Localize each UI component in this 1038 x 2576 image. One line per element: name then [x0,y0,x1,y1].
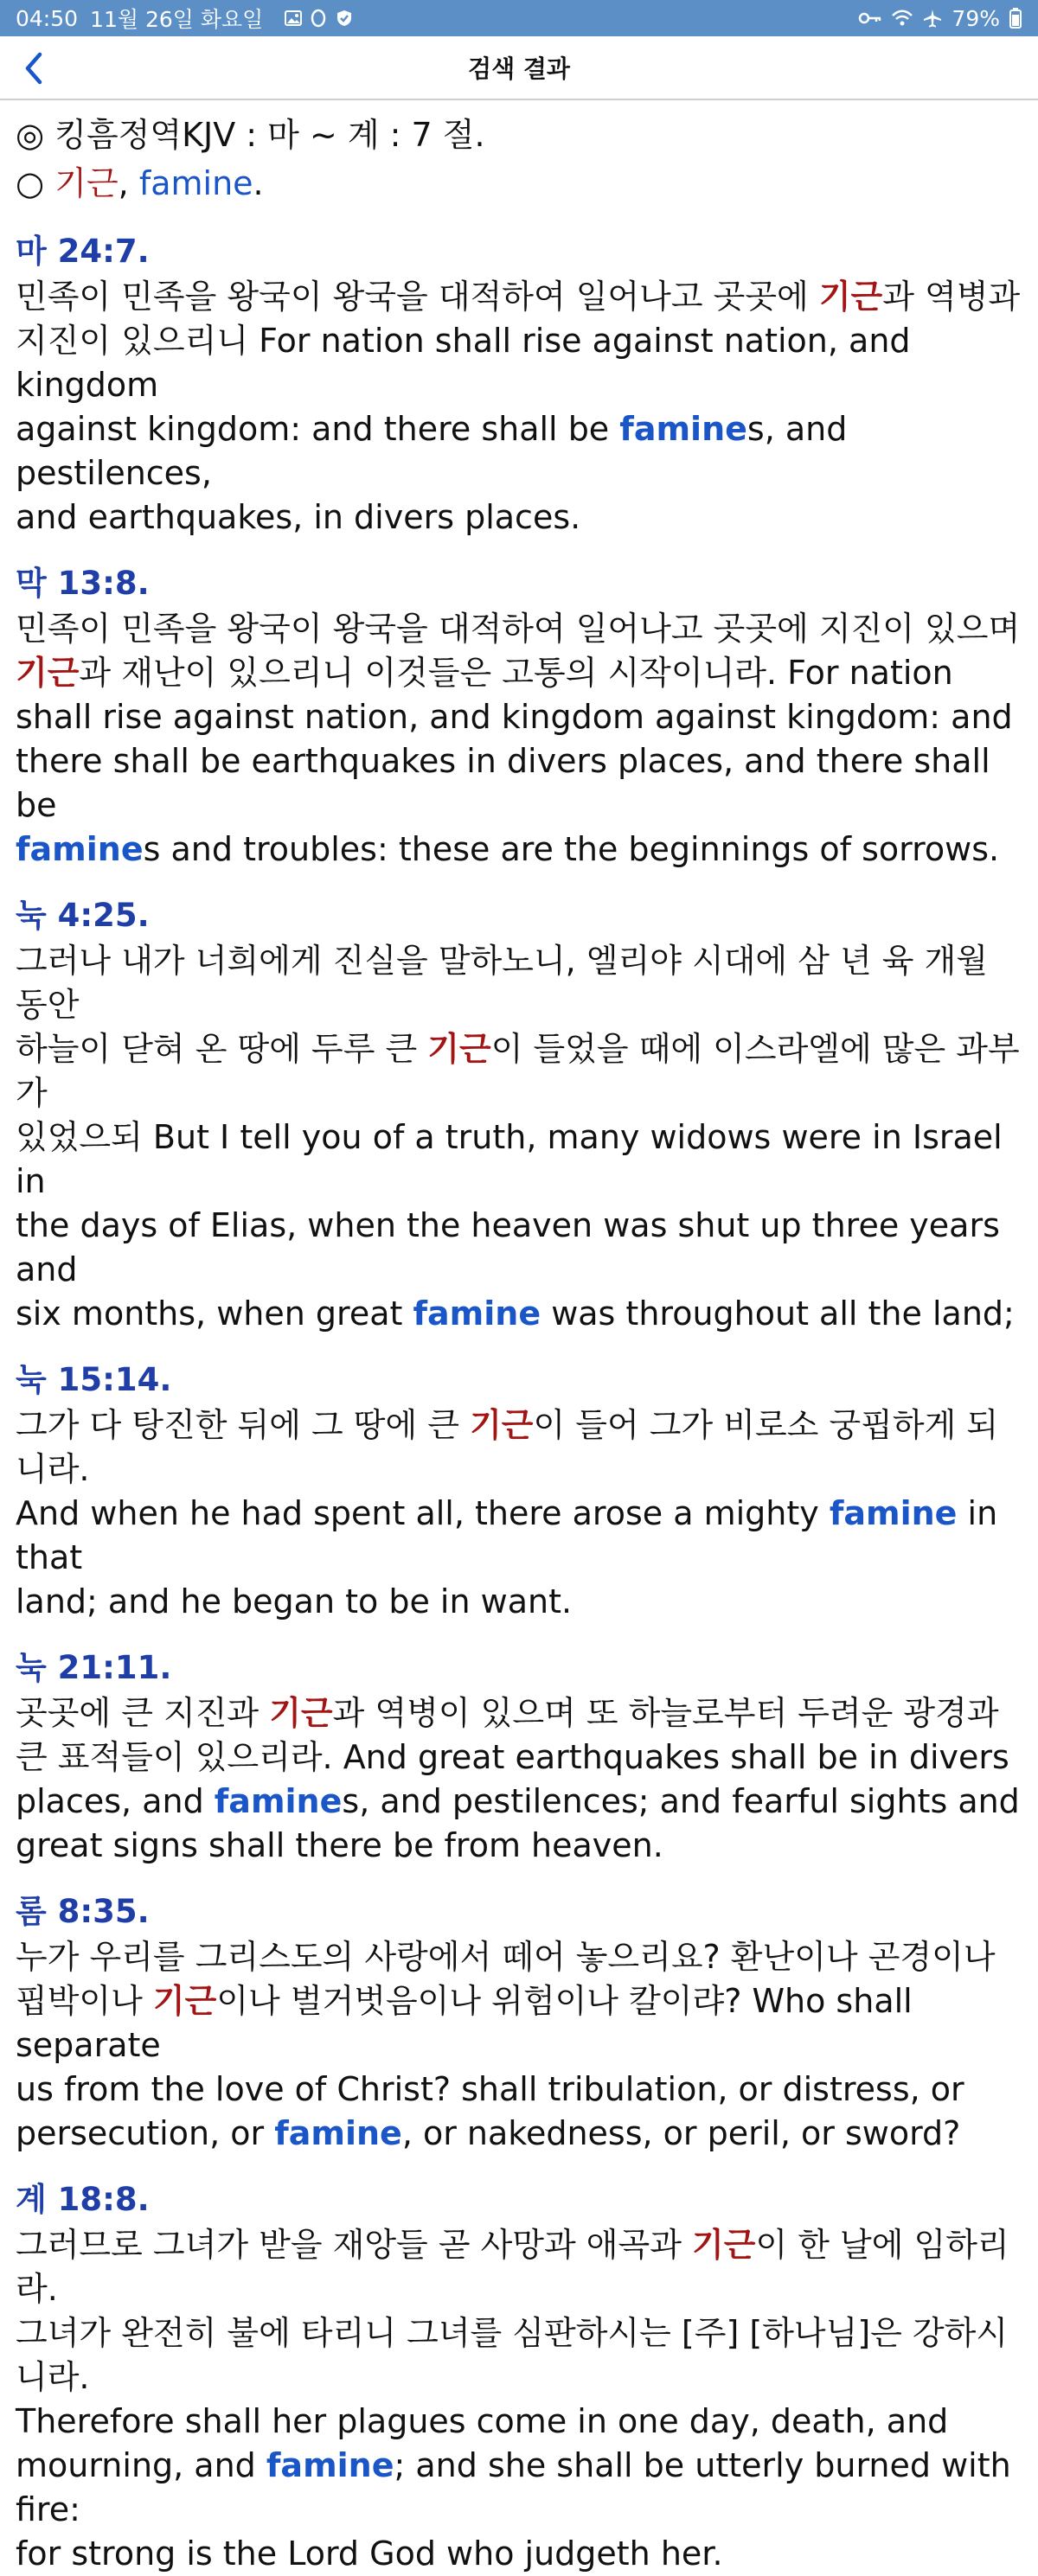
verse-text [16,1403,1022,1624]
verse-text-segment: 하늘이 닫혀 온 땅에 두루 큰 [16,1030,428,1068]
verse-text-segment: great signs shall there be from heaven. [16,1826,663,1864]
search-keywords-summary [16,159,1022,208]
verse-line [16,1935,1022,1979]
status-notification-icons [284,9,355,28]
shield-check-icon [334,9,355,28]
verse-reference[interactable]: 눅 15:14. [16,1361,172,1398]
verse-text-segment: places, and [16,1782,215,1820]
verse-line [16,1292,1022,1336]
keyword-english: famine [138,164,253,202]
verse-line [16,1027,1022,1115]
verse-reference[interactable]: 막 13:8. [16,565,150,602]
highlight-english: famine [274,2114,402,2152]
back-button[interactable] [12,47,55,90]
verse-text-segment: 그러나 내가 너희에게 진실을 말하노니, 엘리야 시대에 삼 년 육 개월 동안 [16,942,988,1024]
verse-line [16,2311,1022,2400]
verse-reference[interactable]: 눅 21:11. [16,1649,172,1686]
verse-text [16,2223,1022,2576]
airplane-icon [922,8,943,29]
verse-item[interactable] [16,560,1022,872]
verse-line [16,1824,1022,1868]
verse-line [16,495,1022,540]
verse-list [16,228,1022,2576]
highlight-korean: 기근 [16,654,80,692]
verse-text-segment: ; and she shall be utterly burned with fire: [16,2446,1011,2528]
verse-text-segment: 큰 표적들이 있으리라. And great earthquakes shall be in divers [16,1738,1009,1776]
verse-text-segment: land; and he began to be in want. [16,1582,573,1620]
chevron-left-icon [21,51,47,86]
verse-line [16,695,1022,739]
verse-text-segment: 이 들었을 때에 이스라엘에 많은 과부가 [16,1030,1020,1112]
verse-text-segment: shall rise against nation, and kingdom against kingdom: and [16,698,1013,736]
verse-item[interactable] [16,228,1022,540]
keyword-prefix: ○ [16,164,55,202]
o-circle-icon [310,9,327,28]
verse-text-segment: was throughout all the land; [541,1294,1015,1333]
verse-line [16,1580,1022,1624]
verse-text-segment: 누가 우리를 그리스도의 사랑에서 떼어 놓으리요? 환난이나 곤경이나 [16,1938,996,1976]
verse-line [16,1204,1022,1292]
verse-reference[interactable]: 마 24:7. [16,233,150,270]
verse-item[interactable] [16,2176,1022,2576]
highlight-korean: 기근 [427,1030,491,1068]
highlight-korean: 기근 [818,278,883,316]
page-title: 검색 결과 [468,54,570,83]
wifi-icon [891,9,913,28]
highlight-korean: 기근 [692,2226,756,2264]
verse-line [16,1735,1022,1780]
search-scope-summary: ◎ 킹흠정역KJV : 마 ~ 계 : 7 절. [16,116,485,154]
verse-text-segment: against kingdom: and there shall be [16,410,620,448]
verse-text-segment: 곳곳에 큰 지진과 [16,1694,270,1732]
verse-text-segment: , or nakedness, or peril, or sword? [401,2114,961,2152]
verse-item[interactable] [16,892,1022,1336]
status-left [16,3,355,34]
verse-text-segment: 있었으되 But I tell you of a truth, many widows were in Israel in [16,1118,1003,1200]
highlight-english: famine [619,410,747,448]
verse-text [16,939,1022,1336]
status-bar [0,0,1038,36]
highlight-korean: 기근 [152,1982,217,2020]
verse-item[interactable] [16,1889,1022,2156]
verse-reference[interactable]: 롬 8:35. [16,1893,150,1930]
verse-text [16,275,1022,540]
verse-line [16,828,1022,872]
verse-text-segment: 민족이 민족을 왕국이 왕국을 대적하여 일어나고 곳곳에 지진이 있으며 [16,610,1021,648]
verse-line [16,2068,1022,2112]
verse-item[interactable] [16,1645,1022,1868]
verse-line [16,651,1022,695]
verse-text-segment: the days of Elias, when the heaven was shut up three years and [16,1206,1000,1288]
verse-text-segment: us from the love of Christ? shall tribulation, or distress, or [16,2070,964,2108]
highlight-english: famine [829,1494,958,1532]
verse-text-segment: six months, when great [16,1294,413,1333]
highlight-english: famine [16,830,144,868]
keyword-suffix: . [253,164,264,202]
verse-item[interactable] [16,1357,1022,1624]
battery-icon [1009,7,1022,29]
verse-line [16,2223,1022,2311]
verse-line [16,1403,1022,1492]
verse-text-segment: 과 역병과 [882,278,1021,316]
verse-text-segment: s, and pestilences; and fearful sights and [342,1782,1020,1820]
title-bar [0,36,1038,100]
verse-text [16,1691,1022,1868]
verse-text-segment: 이 한 날에 임하리라. [16,2226,1009,2308]
gallery-icon [284,9,303,28]
status-date: 11월 26일 화요일 [90,7,264,32]
status-time: 04:50 [16,5,79,31]
verse-line [16,407,1022,495]
verse-line [16,1115,1022,1204]
verse-line [16,2400,1022,2444]
verse-text [16,607,1022,872]
verse-text-segment: in that [16,1494,998,1576]
verse-text-segment: 과 역병이 있으며 또 하늘로부터 두려운 광경과 [332,1694,999,1732]
highlight-korean: 기근 [470,1406,534,1444]
highlight-english: famine [413,1294,541,1333]
verse-line [16,2532,1022,2576]
verse-text-segment: s and troubles: these are the beginnings of sorrows. [143,830,1000,868]
verse-text-segment: there shall be earthquakes in divers places, and there shall be [16,742,990,824]
verse-line [16,1492,1022,1580]
verse-line [16,2112,1022,2156]
verse-text-segment: 핍박이나 [16,1982,153,2020]
verse-line [16,739,1022,828]
verse-text-segment: 지진이 있으리니 For nation shall rise against nation, and kingdom [16,322,911,404]
verse-line [16,939,1022,1027]
keyword-separator: , [118,164,139,202]
verse-line [16,319,1022,407]
verse-text [16,1935,1022,2156]
verse-text-segment: 이 들어 그가 비로소 궁핍하게 되니라. [16,1406,999,1488]
verse-line [16,275,1022,319]
verse-line [16,1691,1022,1735]
verse-line [16,1780,1022,1824]
keyword-korean: 기근 [54,164,119,202]
verse-text-segment: persecution, or [16,2114,275,2152]
verse-text-segment: 민족이 민족을 왕국이 왕국을 대적하여 일어나고 곳곳에 [16,278,819,316]
highlight-korean: 기근 [269,1694,333,1732]
verse-text-segment: s, and pestilences, [16,410,848,492]
verse-text-segment: 과 재난이 있으리니 이것들은 고통의 시작이니라. For nation [79,654,953,692]
highlight-english: famine [266,2446,394,2484]
key-icon [858,10,882,27]
verse-text-segment: for strong is the Lord God who judgeth her. [16,2534,723,2573]
verse-text-segment: mourning, and [16,2446,266,2484]
verse-line [16,607,1022,651]
verse-text-segment: And when he had spent all, there arose a mighty [16,1494,830,1532]
verse-text-segment: 그러므로 그녀가 받을 재앙들 곧 사망과 애곡과 [16,2226,693,2264]
search-results [0,102,1038,2576]
verse-reference[interactable]: 계 18:8. [16,2181,150,2218]
verse-text-segment: 그녀가 완전히 불에 타리니 그녀를 심판하시는 [주] [하나님]은 강하시니라. [16,2314,1009,2396]
verse-text-segment: and earthquakes, in divers places. [16,498,581,536]
verse-text-segment: 그가 다 탕진한 뒤에 그 땅에 큰 [16,1406,471,1444]
verse-line [16,2444,1022,2532]
verse-line [16,1979,1022,2068]
highlight-english: famine [214,1782,343,1820]
verse-text-segment: Therefore shall her plagues come in one day, death, and [16,2402,949,2440]
verse-text-segment: 이나 벌거벗음이나 위험이나 칼이랴? Who shall separate [16,1982,913,2064]
verse-reference[interactable]: 눅 4:25. [16,897,150,934]
battery-percent: 79% [952,5,1000,31]
status-right [858,6,1022,31]
